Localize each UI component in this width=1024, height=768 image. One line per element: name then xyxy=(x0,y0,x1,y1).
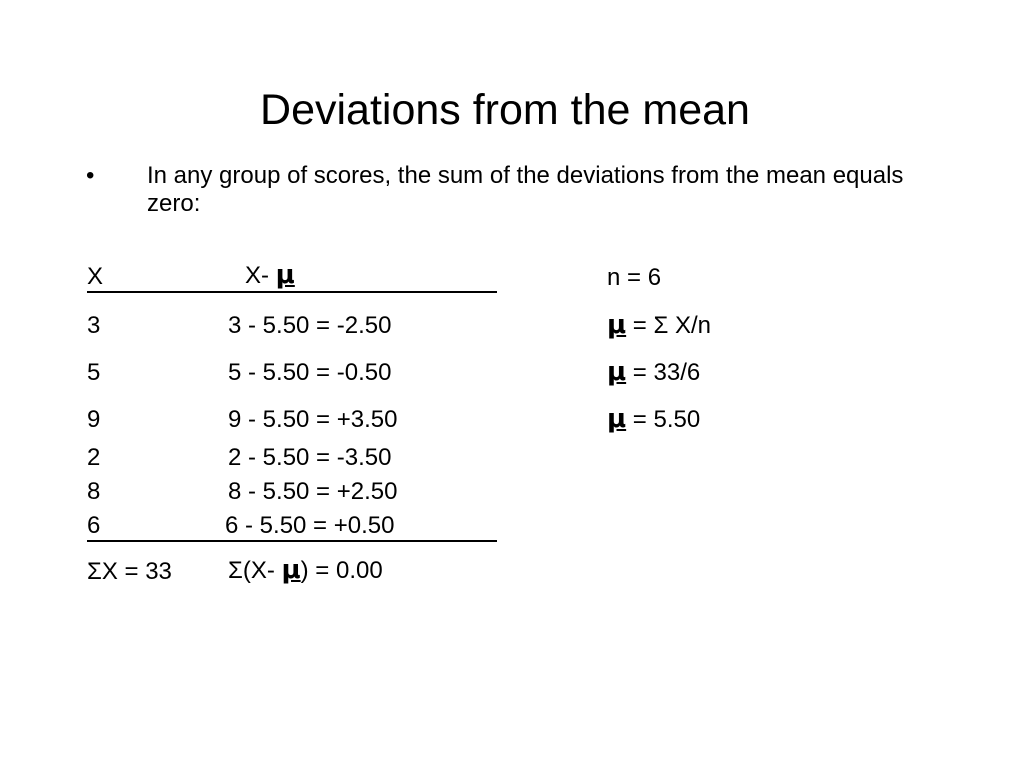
sample-size: n = 6 xyxy=(607,264,662,291)
bullet-marker: • xyxy=(86,162,95,189)
header-x: X xyxy=(87,263,104,290)
row-x: 5 xyxy=(87,359,101,386)
row-calc: 5 - 5.50 = -0.50 xyxy=(228,359,392,386)
row-x: 8 xyxy=(87,478,101,505)
bullet-text: In any group of scores, the sum of the deviations from the mean equals zero: xyxy=(147,162,904,217)
mu-symbol: μ xyxy=(281,555,301,585)
row-x: 3 xyxy=(87,312,101,339)
mean-formula-text: = Σ X/n xyxy=(626,312,712,339)
row-x: 2 xyxy=(87,444,101,471)
mu-symbol: μ xyxy=(607,357,627,387)
sum-dev-prefix: Σ(X- xyxy=(228,557,282,584)
row-calc: 2 - 5.50 = -3.50 xyxy=(228,444,392,471)
mu-symbol: μ xyxy=(607,310,627,340)
mean-result xyxy=(607,404,700,435)
header-deviation xyxy=(245,260,295,291)
sum-x: ΣX = 33 xyxy=(87,558,172,585)
row-calc: 9 - 5.50 = +3.50 xyxy=(228,406,398,433)
header-underline xyxy=(87,291,497,293)
mean-result-text: = 5.50 xyxy=(626,406,701,433)
row-x: 6 xyxy=(87,512,101,539)
mu-symbol: μ xyxy=(607,404,627,434)
slide-title: Deviations from the mean xyxy=(260,86,750,134)
mean-formula xyxy=(607,310,711,341)
sum-deviations xyxy=(228,555,383,586)
row-x: 9 xyxy=(87,406,101,433)
row-calc: 8 - 5.50 = +2.50 xyxy=(228,478,398,505)
mu-symbol: μ xyxy=(275,260,295,290)
row-calc: 3 - 5.50 = -2.50 xyxy=(228,312,392,339)
sum-underline xyxy=(87,540,497,542)
header-deviation-prefix: X- xyxy=(245,262,276,289)
mean-substitution-text: = 33/6 xyxy=(626,359,701,386)
sum-dev-suffix: ) = 0.00 xyxy=(300,557,383,584)
mean-substitution xyxy=(607,357,700,388)
row-calc: 6 - 5.50 = +0.50 xyxy=(225,512,395,539)
